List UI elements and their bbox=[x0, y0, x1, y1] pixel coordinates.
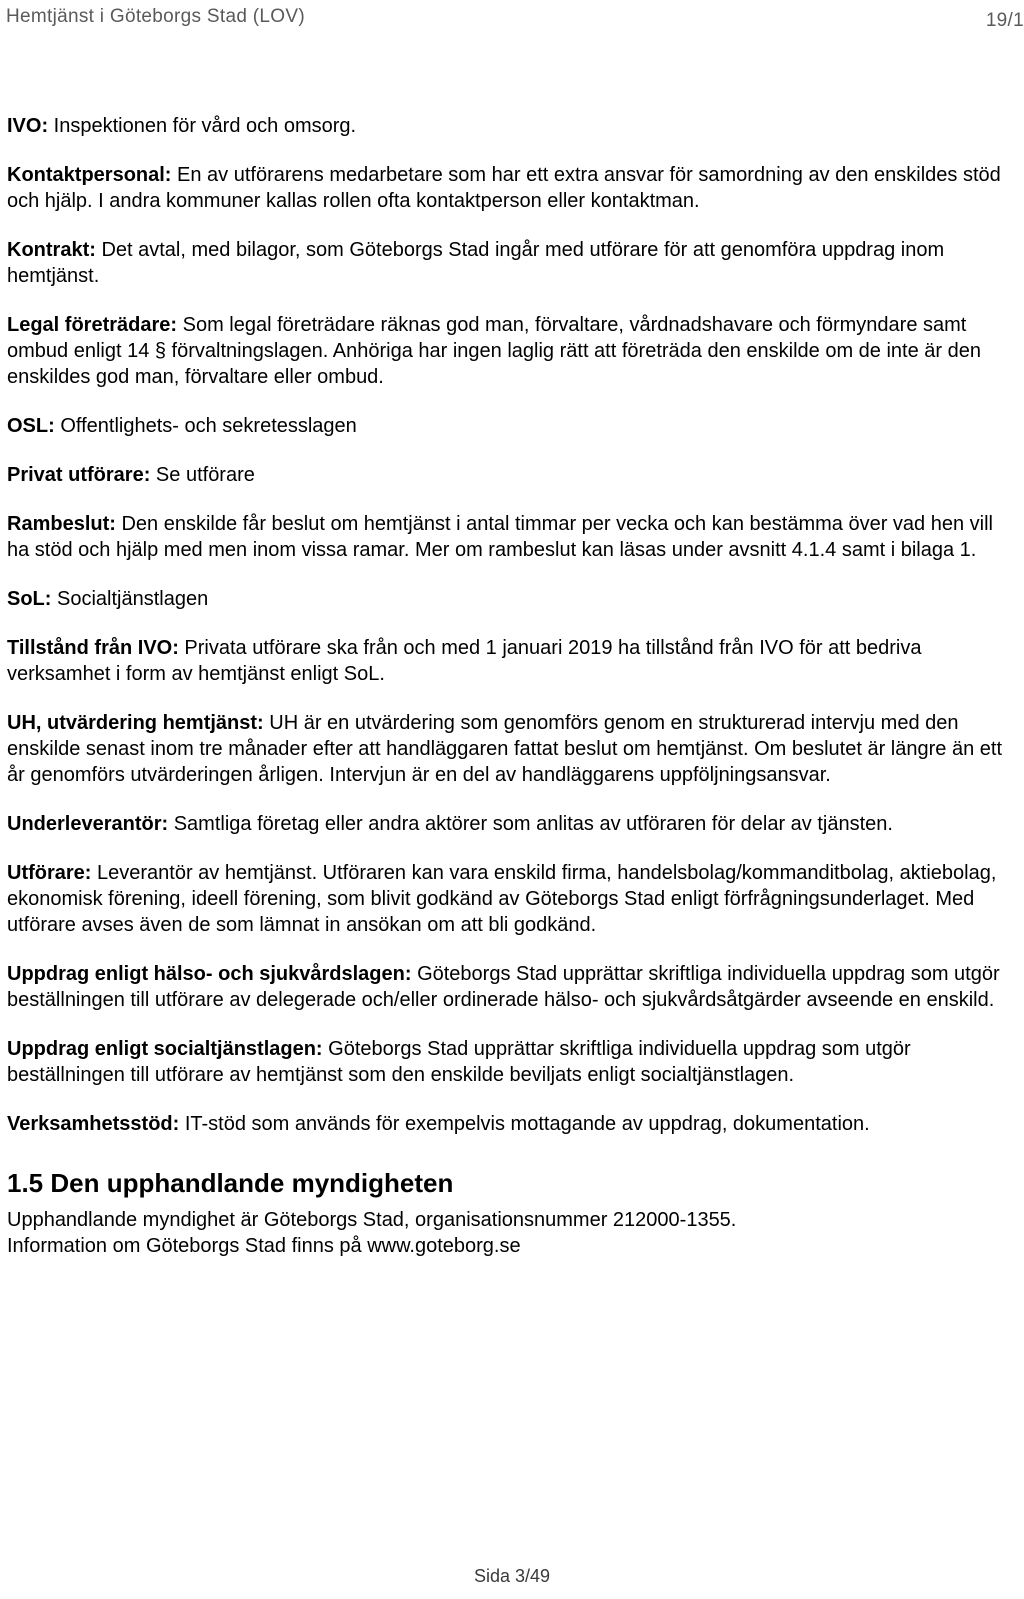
definition-kontrakt bbox=[7, 237, 1007, 289]
definition-osl bbox=[7, 413, 1007, 439]
definition-term: Privat utförare: bbox=[7, 464, 151, 486]
definition-term: Uppdrag enligt socialtjänstlagen: bbox=[7, 1038, 323, 1060]
definition-tillstand-fran-ivo bbox=[7, 635, 1007, 687]
definition-verksamhetsstod bbox=[7, 1111, 1007, 1137]
definition-term: Underleverantör: bbox=[7, 813, 169, 835]
definition-text: IT-stöd som används för exempelvis mottagande av uppdrag, dokumentation. bbox=[179, 1113, 870, 1135]
document-body bbox=[7, 113, 1007, 1259]
definition-text: Leverantör av hemtjänst. Utföraren kan vara enskild firma, handelsbolag/kommanditbolag, aktiebolag, ekonomisk förening, ideell förening, som blivit godkänd av Göteborgs Stad enligt förfrågningsunderlaget. Med utförare avses även de som lämnat in ansökan om att bli godkänd. bbox=[7, 862, 997, 936]
definition-term: IVO: bbox=[7, 115, 49, 137]
definition-text: Offentlighets- och sekretesslagen bbox=[54, 415, 357, 437]
definition-underleverantor bbox=[7, 811, 1007, 837]
definition-uppdrag-sol bbox=[7, 1036, 1007, 1088]
page-header bbox=[6, 6, 1024, 32]
definition-term: Kontrakt: bbox=[7, 239, 96, 261]
definition-term: Utförare: bbox=[7, 862, 92, 884]
definition-text: Privata utförare ska från och med 1 januari 2019 ha tillstånd från IVO för att bedriva verksamhet i form av hemtjänst enligt SoL. bbox=[7, 637, 922, 685]
definition-text: Göteborgs Stad upprättar skriftliga individuella uppdrag som utgör beställningen till utförare av delegerade och/eller ordinerade hälso- och sjukvårdsåtgärder avseende en enskild. bbox=[7, 963, 1000, 1011]
page-number: Sida 3/49 bbox=[473, 1566, 551, 1586]
definition-uppdrag-hsl bbox=[7, 961, 1007, 1013]
definition-text: Den enskilde får beslut om hemtjänst i antal timmar per vecka och kan bestämma över vad hen vill ha stöd och hjälp med men inom vissa ramar. Mer om rambeslut kan läsas under avsnitt 4.1.4 samt i bilaga 1. bbox=[7, 513, 993, 561]
definition-utforare bbox=[7, 860, 1007, 938]
definition-text: Socialtjänstlagen bbox=[51, 588, 209, 610]
definition-ivo bbox=[7, 113, 1007, 139]
definition-term: Legal företrädare: bbox=[7, 314, 178, 336]
definition-term: UH, utvärdering hemtjänst: bbox=[7, 712, 264, 734]
definition-term: Uppdrag enligt hälso- och sjukvårdslagen: bbox=[7, 963, 412, 985]
document-version: 19/1 bbox=[985, 10, 1024, 31]
definition-kontaktpersonal bbox=[7, 162, 1007, 214]
definition-legal-foretradare bbox=[7, 312, 1007, 390]
definition-term: Rambeslut: bbox=[7, 513, 116, 535]
definition-text: Det avtal, med bilagor, som Göteborgs Stad ingår med utförare för att genomföra uppdrag inom hemtjänst. bbox=[7, 239, 945, 287]
definition-text: UH är en utvärdering som genomförs genom en strukturerad intervju med den enskilde senast inom tre månader efter att handläggaren fattat beslut om hemtjänst. Om beslutet är längre än ett år genomförs utvärderingen årligen. Intervjun är en del av handläggarens uppföljningsansvar. bbox=[7, 712, 1002, 786]
document-title: Hemtjänst i Göteborgs Stad (LOV) bbox=[6, 6, 305, 27]
section-heading: 1.5 Den upphandlande myndigheten bbox=[7, 1168, 454, 1198]
definition-text: Samtliga företag eller andra aktörer som anlitas av utföraren för delar av tjänsten. bbox=[168, 813, 893, 835]
definition-sol bbox=[7, 586, 1007, 612]
definition-term: SoL: bbox=[7, 588, 52, 610]
definition-term: OSL: bbox=[7, 415, 55, 437]
section-paragraph-line-2: Information om Göteborgs Stad finns på www.goteborg.se bbox=[7, 1235, 521, 1257]
definition-text: Se utförare bbox=[150, 464, 255, 486]
definition-privat-utforare bbox=[7, 462, 1007, 488]
definition-rambeslut bbox=[7, 511, 1007, 563]
definition-text: Som legal företrädare räknas god man, förvaltare, vårdnadshavare och förmyndare samt ombud enligt 14 § förvaltningslagen. Anhöriga har ingen laglig rätt att företräda den enskilde om de inte är den enskildes god man, förvaltare eller ombud. bbox=[7, 314, 981, 388]
section-paragraph-line-1: Upphandlande myndighet är Göteborgs Stad, organisationsnummer 212000-1355. bbox=[7, 1209, 737, 1231]
definition-text: Göteborgs Stad upprättar skriftliga individuella uppdrag som utgör beställningen till utförare av hemtjänst som den enskilde beviljats enligt socialtjänstlagen. bbox=[7, 1038, 911, 1086]
definition-text: Inspektionen för vård och omsorg. bbox=[48, 115, 357, 137]
definition-term: Verksamhetsstöd: bbox=[7, 1113, 180, 1135]
definition-text: En av utförarens medarbetare som har ett extra ansvar för samordning av den enskildes stöd och hjälp. I andra kommuner kallas rollen ofta kontaktperson eller kontaktman. bbox=[7, 164, 1001, 212]
definition-term: Tillstånd från IVO: bbox=[7, 637, 179, 659]
definition-term: Kontaktpersonal: bbox=[7, 164, 172, 186]
definition-uh bbox=[7, 710, 1007, 788]
